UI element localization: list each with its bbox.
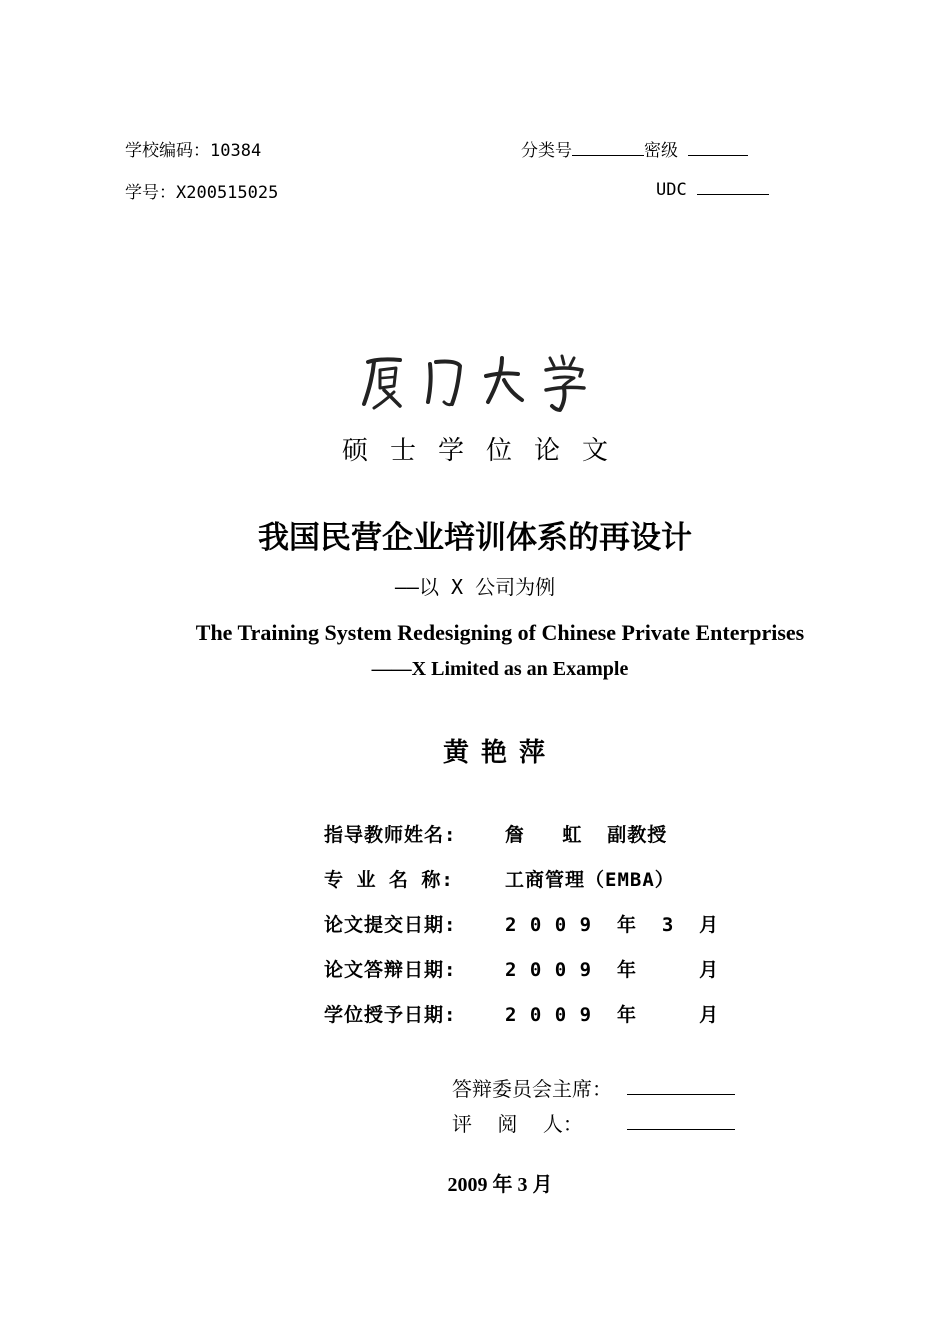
major-label: 专 业 名 称: [324,869,454,891]
reviewer-blank[interactable] [627,1129,735,1130]
submission-date-label: 论文提交日期: [324,914,457,936]
classification-field [521,136,748,161]
conferral-date-label: 学位授予日期: [324,1004,457,1026]
classification-blank[interactable] [572,139,644,156]
reviewer-label: 评 阅 人： [452,1112,583,1136]
student-id: 学号：X200515025 [125,183,279,203]
udc-label: UDC [656,180,687,200]
defense-date-label: 论文答辩日期: [324,959,457,981]
thesis-subtitle-en: ——X Limited as an Example [371,658,629,680]
university-logo [0,352,950,419]
thesis-title-en: The Training System Redesigning of Chinese Private Enterprises [195,620,805,645]
defense-date-value: 2 0 0 9 年 月 [505,959,720,981]
submission-date-value: 2 0 0 9 年 3 月 [505,914,720,936]
school-code: 学校编码：10384 [125,141,262,161]
classification-label: 分类号 [521,141,572,161]
author-name: 黄艳萍 [442,738,557,768]
thesis-subtitle-cn: ——以 X 公司为例 [394,575,556,599]
udc-blank[interactable] [697,178,769,195]
secret-blank[interactable] [688,139,748,156]
conferral-date-value: 2 0 0 9 年 月 [505,1004,720,1026]
udc-field [656,178,769,200]
committee-chair-label: 答辩委员会主席： [452,1077,612,1101]
thesis-title-cn: 我国民营企业培训体系的再设计 [258,520,692,556]
advisor-value: 詹 虹 副教授 [505,824,668,846]
advisor-label: 指导教师姓名: [324,824,457,846]
secret-label: 密级 [644,141,678,161]
cover-date: 2009 年 3 月 [447,1174,553,1196]
degree-type: 硕士学位论文 [341,436,630,466]
university-logo-calligraphy [360,352,590,414]
major-value: 工商管理（EMBA） [505,869,675,891]
committee-chair-blank[interactable] [627,1094,735,1095]
